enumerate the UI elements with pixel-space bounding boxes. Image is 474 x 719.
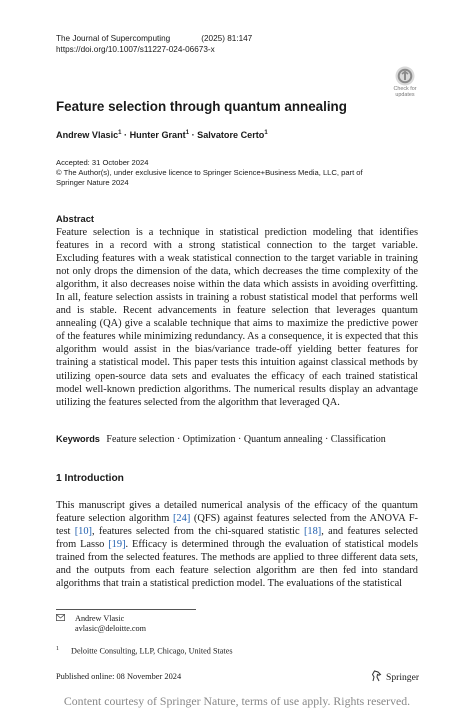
check-for-updates-badge[interactable] bbox=[387, 66, 423, 102]
journal-name: The Journal of Supercomputing bbox=[56, 34, 171, 43]
article-meta bbox=[56, 158, 386, 188]
abstract-body: Feature selection is a technique in statistical prediction modeling that identifies features in a record with a strong statistical connection to the target variable. Excluding features with a weak statistical connection to the target variable in training not only drops the dimension of the data, which decreases the time complexity of the algorithm, it also decreases noise within the data which assists in avoiding overfitting. In all, feature selection assists in training a robust statistical model that performs well and is stable. Recent advancements in feature selection that leverages quantum annealing (QA) give a scalable technique that aims to maximize the predictive power of the features while minimizing redundancy. As a consequence, it is expected that this algorithm would assist in the bias/variance trade-off yielding better features for training a statistical model. This paper tests this intuition against classical methods by utilizing open-source data sets and evaluates the efficacy of each trained statistical model well-known prediction algorithms. The numerical results display an advantage utilizing the features selected from the algorithm that leveraged QA. bbox=[56, 227, 418, 408]
published-date: Published online: 08 November 2024 bbox=[56, 672, 182, 681]
journal-volume: (2025) 81:147 bbox=[201, 34, 253, 43]
springer-horse-icon bbox=[371, 670, 382, 685]
keywords bbox=[56, 434, 426, 445]
affiliation bbox=[56, 646, 233, 656]
author-list bbox=[56, 130, 268, 140]
author-name[interactable]: Hunter Grant bbox=[129, 130, 186, 141]
affiliation-mark: 1 bbox=[264, 130, 268, 136]
corresponding-author-name: Andrew Vlasic bbox=[75, 614, 125, 623]
doi-link[interactable]: https://doi.org/10.1007/s11227-024-06673-x bbox=[56, 44, 215, 54]
publisher-name: Springer bbox=[386, 672, 420, 683]
author-name[interactable]: Andrew Vlasic bbox=[56, 130, 119, 141]
keywords-label: Keywords bbox=[56, 434, 100, 444]
affiliation-mark: 1 bbox=[56, 646, 59, 652]
intro-text-part: (QFS) against features selected from the ANOVA F-test bbox=[56, 513, 418, 538]
corresponding-author-email[interactable]: avlasic@deloitte.com bbox=[75, 624, 147, 633]
author-separator: · bbox=[121, 130, 130, 141]
badge-line-2: updates bbox=[395, 92, 415, 98]
envelope-icon bbox=[56, 614, 65, 624]
courtesy-notice: Content courtesy of Springer Nature, terms of use apply. Rights reserved. bbox=[63, 694, 411, 708]
copyright-notice: © The Author(s), under exclusive licence to Springer Science+Business Media, LLC, part of Springer Nature 2024 bbox=[56, 168, 363, 187]
intro-text-part: , and features selected from Lasso bbox=[56, 526, 418, 551]
footnote-divider bbox=[56, 609, 196, 610]
section-heading-introduction: 1 Introduction bbox=[56, 473, 124, 484]
journal-header bbox=[56, 34, 252, 55]
intro-text-part: This manuscript gives a detailed numerical analysis of the efficacy of the quantum feature selection algorithm bbox=[56, 500, 418, 525]
paper-title: Feature selection through quantum annealing bbox=[56, 99, 347, 114]
corresponding-author bbox=[56, 614, 146, 634]
citation-link[interactable]: [24] bbox=[172, 513, 191, 525]
intro-text-part: , features selected from the chi-squared statistic bbox=[92, 526, 304, 538]
keywords-list: Feature selection · Optimization · Quantum annealing · Classification bbox=[106, 434, 386, 445]
accepted-date: Accepted: 31 October 2024 bbox=[56, 158, 149, 167]
affiliation-text: Deloitte Consulting, LLP, Chicago, United States bbox=[71, 646, 233, 656]
check-for-updates-icon bbox=[395, 66, 415, 86]
intro-text-part: . Efficacy is determined through the evaluation of statistical models trained from the selected features. The methods are applied to three different data sets, and the outputs from each feature selection algorithm are then fed into standard algorithms that train a statistical prediction model. The evaluations of the statistical bbox=[56, 539, 418, 590]
affiliation-mark: 1 bbox=[185, 130, 190, 136]
introduction-paragraph bbox=[56, 499, 418, 590]
publisher-logo[interactable] bbox=[371, 670, 419, 685]
citation-link[interactable]: [10] bbox=[74, 526, 93, 538]
abstract-heading: Abstract bbox=[56, 213, 95, 224]
citation-link[interactable]: [18] bbox=[303, 526, 322, 538]
badge-line-1: Check for bbox=[393, 86, 417, 92]
citation-link[interactable]: [19] bbox=[108, 539, 126, 551]
author-name[interactable]: Salvatore Certo bbox=[197, 130, 265, 141]
author-separator: · bbox=[189, 130, 198, 141]
affiliation-mark: 1 bbox=[118, 130, 122, 136]
